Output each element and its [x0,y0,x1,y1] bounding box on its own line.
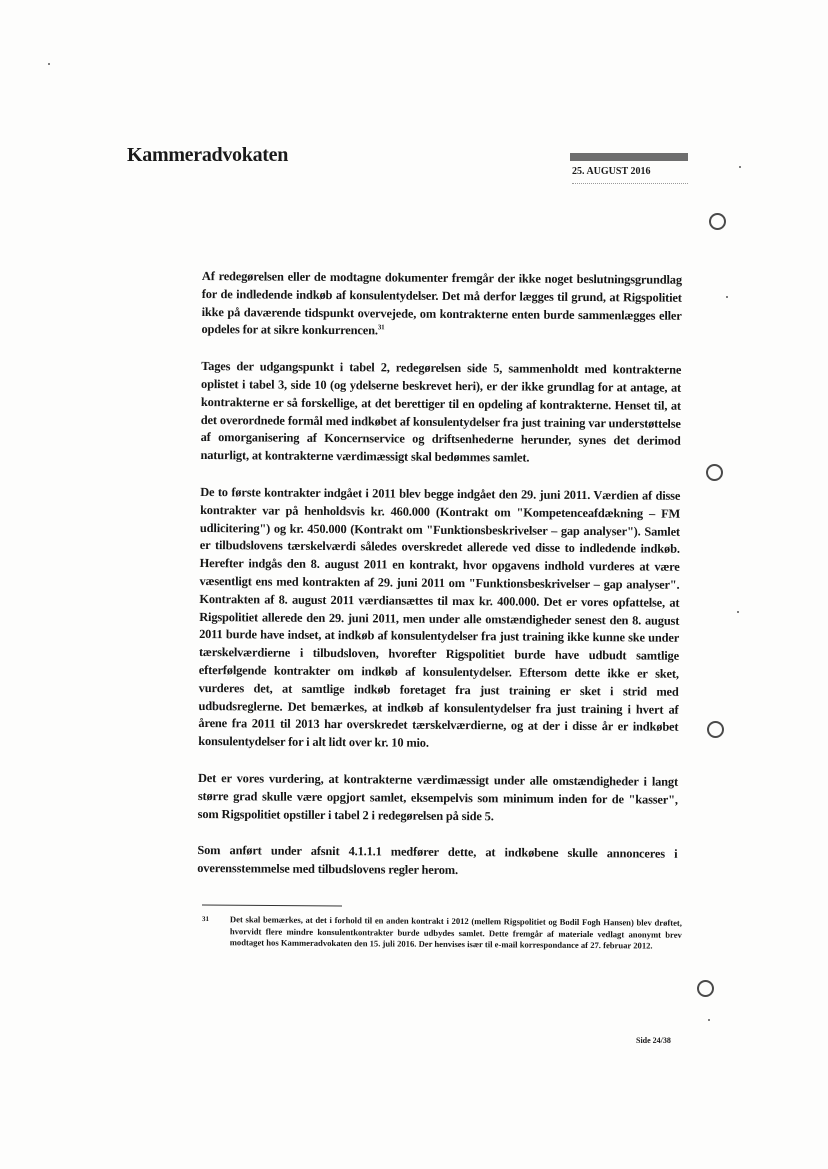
header-bar [570,153,688,161]
scan-speck [726,296,728,298]
punch-hole-3 [707,721,724,738]
page-number: Side 24/38 [636,1036,671,1045]
body-text [197,268,682,901]
paragraph-3: De to første kontrakter indgået i 2011 blev begge indgået den 29. juni 2011. Værdien af disse kontrakter var på henholdsvis kr. 460.000 (Kontrakt om "Kompetenceafdækning – FM udlicitering") og kr. 450.000 (Kontrakt om "Funktionsbeskrivelser – gap analyser"). Samlet er tilbudslovens tærskelværdi således overskredet allerede ved disse to indledende indkøb. Herefter indgås den 8. august 2011 en kontrakt, hvor opgavens indhold vurderes at være væsentligt ens med kontrakten af 29. juni 2011 om "Funktionsbeskrivelser – gap analyser". Kontrakten af 8. august 2011 værdiansættes til max kr. 400.000. Det er vores opfattelse, at Rigspolitiet allerede den 29. juni 2011, men under alle omstændigheder senest den 8. august 2011 burde have indset, at indkøb af konsulentydelser fra just training ikke kunne ske under tærskelværdierne i tilbudsloven, hvorefter Rigspolitiet burde have udbudt samtlige efterfølgende kontrakter om indkøb af konsulentydelser. Eftersom dette ikke er sket, vurderes det, at samtlige indkøb foretaget fra just training er sket i strid med udbudsreglerne. Det bemærkes, at indkøb af konsulentydelser fra just training i hvert af årene fra 2011 til 2013 har overskredet tærskelværdierne, og at der i disse år er indkøbet konsulentydelser for i alt lidt over kr. 10 mio. [198,484,681,750]
document-date: 25. AUGUST 2016 [572,166,651,177]
paragraph-5: Som anført under afsnit 4.1.1.1 medfører dette, at indkøbene skulle annonceres i overensstemmelse med tilbudslovens regler herom. [197,843,678,878]
scan-speck [739,166,741,168]
brand-name: Kammeradvokaten [127,144,289,166]
punch-hole-4 [697,980,714,997]
scan-speck [48,63,50,65]
footnote-marker: 31 [377,323,385,332]
footnote [202,914,682,953]
paragraph-1 [201,268,682,343]
scan-speck [708,1019,710,1021]
paragraph-1-text: Af redegørelsen eller de modtagne dokumenter fremgår der ikke noget beslutningsgrundlag for de indledende indkøb af konsulentydelser. Det må derfor lægges til grund, at Rigspolitiet ikke på daværende tidspunkt overvejede, om kontrakterne enten burde sammenlægges eller opdeles for at sikre konkurrencen. [201,268,682,338]
footnote-number: 31 [201,914,209,924]
date-rule [572,183,688,184]
scan-speck [737,611,739,613]
punch-hole-2 [706,464,723,481]
paragraph-4: Det er vores vurdering, at kontrakterne værdimæssigt under alle omstændigheder i langt større grad skulle være opgjort samlet, eksempelvis som minimum inden for de "kasser", som Rigspolitiet opstiller i tabel 2 i redegørelsen på side 5. [197,770,679,823]
footnote-rule [202,904,342,906]
punch-hole-1 [709,213,726,230]
paragraph-2: Tages der udgangspunkt i tabel 2, redegørelsen side 5, sammenholdt med kontrakterne oplistet i tabel 3, side 10 (og ydelserne beskrevet heri), er der ikke grundlag for at antage, at kontrakterne er så forskellige, at det berettiger til en opdeling af kontrakterne. Henset til, at det overordnede formål med indkøbet af konsulentydelser fra just training var understøttelse af omorganisering af Koncernservice og driftsenhederne herunder, synes det derimod naturligt, at kontrakterne værdimæssigt skal bedømmes samlet. [200,359,682,465]
footnote-text: Det skal bemærkes, at det i forhold til en anden kontrakt i 2012 (mellem Rigspolitiet og Bodil Fogh Hansen) blev drøftet, hvorvidt flere mindre konsulentkontrakter burde udbydes samlet. Dette fremgår af materiale vedlagt anonymt brev modtaget hos Kammeradvokaten den 15. juli 2016. Der henvises især til e-mail korrespondance af 27. februar 2012. [229,914,682,951]
